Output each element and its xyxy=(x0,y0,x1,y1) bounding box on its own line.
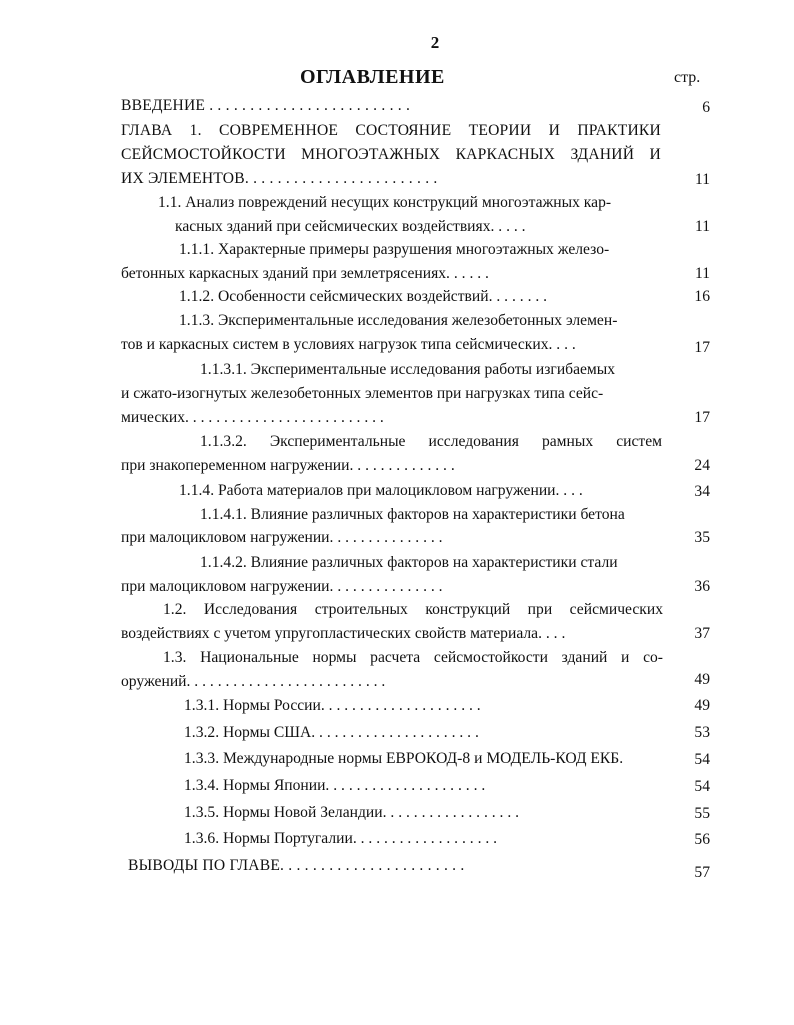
toc-entry-introduction: ВВЕДЕНИЕ . . . . . . . . . . . . . . . . . . . . . . . . . xyxy=(121,97,411,114)
toc-page-1-1-2: 16 xyxy=(694,288,710,305)
toc-entry-1-3-3: 1.3.3. Международные нормы ЕВРОКОД-8 и МОДЕЛЬ-КОД ЕКБ. xyxy=(184,750,624,767)
toc-page-chapter1: 11 xyxy=(694,171,710,188)
toc-entry-1-1-line1: 1.1. Анализ повреждений несущих конструкций многоэтажных кар- xyxy=(158,194,612,211)
toc-entry-chapter1-line3: ИХ ЭЛЕМЕНТОВ. . . . . . . . . . . . . . . . . . . . . . . . xyxy=(121,170,438,187)
page-column-label: стр. xyxy=(674,69,701,86)
toc-page-1-1-3-2: 24 xyxy=(694,457,710,474)
page-number: 2 xyxy=(430,33,440,52)
toc-entry-1-1-line2: касных зданий при сейсмических воздействиях. . . . . xyxy=(175,218,526,235)
toc-entry-chapter1-line1: ГЛАВА 1. СОВРЕМЕННОЕ СОСТОЯНИЕ ТЕОРИИ И ПРАКТИКИ xyxy=(121,122,661,139)
toc-entry-1-1-4-2-line2: при малоцикловом нагружении. . . . . . . . . . . . . . . xyxy=(121,578,443,595)
toc-page-1-1-4-1: 35 xyxy=(694,529,710,546)
toc-page-1-3-3: 54 xyxy=(694,751,710,768)
toc-entry-1-3-1: 1.3.1. Нормы России. . . . . . . . . . . . . . . . . . . . . xyxy=(184,697,481,714)
toc-entry-1-1-1-line2: бетонных каркасных зданий при землетрясениях. . . . . . xyxy=(121,265,489,282)
toc-page-1-1: 11 xyxy=(694,218,710,235)
toc-entry-1-1-1-line1: 1.1.1. Характерные примеры разрушения многоэтажных железо- xyxy=(179,241,610,258)
toc-entry-1-1-3-line1: 1.1.3. Экспериментальные исследования железобетонных элемен- xyxy=(179,312,618,329)
toc-page-1-1-4-2: 36 xyxy=(694,578,710,595)
toc-page-1-2: 37 xyxy=(694,625,710,642)
toc-entry-1-1-4-1-line2: при малоцикловом нагружении. . . . . . . . . . . . . . . xyxy=(121,529,443,546)
page-title: ОГЛАВЛЕНИЕ xyxy=(300,66,445,88)
toc-entry-1-3-5: 1.3.5. Нормы Новой Зеландии. . . . . . . . . . . . . . . . . . xyxy=(184,804,520,821)
toc-page-1-1-3: 17 xyxy=(694,339,710,356)
toc-entry-1-1-3-2-line2: при знакопеременном нагружении. . . . . . . . . . . . . . xyxy=(121,457,455,474)
toc-page-1-3: 49 xyxy=(694,671,710,688)
toc-entry-1-3-4: 1.3.4. Нормы Японии. . . . . . . . . . . . . . . . . . . . . xyxy=(184,777,486,794)
toc-entry-1-1-4-2-line1: 1.1.4.2. Влияние различных факторов на характеристики стали xyxy=(200,554,618,571)
toc-entry-1-3-line1: 1.3. Национальные нормы расчета сейсмостойкости зданий и со- xyxy=(163,649,663,666)
toc-entry-1-3-line2: оружений. . . . . . . . . . . . . . . . . . . . . . . . . . xyxy=(121,673,386,690)
toc-entry-1-1-2: 1.1.2. Особенности сейсмических воздействий. . . . . . . . xyxy=(179,288,548,305)
toc-entry-1-1-4: 1.1.4. Работа материалов при малоцикловом нагружении. . . . xyxy=(179,482,583,499)
toc-page-1-3-2: 53 xyxy=(694,724,710,741)
toc-entry-1-2-line2: воздействиях с учетом упругопластических свойств материала. . . . xyxy=(121,625,566,642)
toc-entry-1-1-3-1-line1: 1.1.3.1. Экспериментальные исследования работы изгибаемых xyxy=(200,361,616,378)
toc-page-introduction: 6 xyxy=(702,99,710,116)
toc-page-1-3-4: 54 xyxy=(694,778,710,795)
toc-page-1-1-4: 34 xyxy=(694,483,710,500)
toc-entry-1-1-3-line2: тов и каркасных систем в условиях нагрузок типа сейсмических. . . . xyxy=(121,336,576,353)
toc-page-1-3-6: 56 xyxy=(694,831,710,848)
toc-entry-1-1-4-1-line1: 1.1.4.1. Влияние различных факторов на характеристики бетона xyxy=(200,506,625,523)
toc-entry-1-2-line1: 1.2. Исследования строительных конструкций при сейсмических xyxy=(163,601,663,618)
toc-entry-1-1-3-2-line1: 1.1.3.2. Экспериментальные исследования рамных систем xyxy=(200,433,662,450)
toc-entry-conclusions: ВЫВОДЫ ПО ГЛАВЕ. . . . . . . . . . . . . . . . . . . . . . . xyxy=(128,857,465,874)
toc-page-1-3-5: 55 xyxy=(694,805,710,822)
toc-page-conclusions: 57 xyxy=(694,864,710,881)
toc-entry-1-1-3-1-line3: мических. . . . . . . . . . . . . . . . . . . . . . . . . . xyxy=(121,409,384,426)
toc-page-1-3-1: 49 xyxy=(694,697,710,714)
toc-entry-1-3-2: 1.3.2. Нормы США. . . . . . . . . . . . . . . . . . . . . . xyxy=(184,724,479,741)
toc-entry-1-3-6: 1.3.6. Нормы Португалии. . . . . . . . . . . . . . . . . . . xyxy=(184,830,498,847)
toc-entry-1-1-3-1-line2: и сжато-изогнутых железобетонных элементов при нагрузках типа сейс- xyxy=(121,385,604,402)
toc-page-1-1-1: 11 xyxy=(694,265,710,282)
toc-entry-chapter1-line2: СЕЙСМОСТОЙКОСТИ МНОГОЭТАЖНЫХ КАРКАСНЫХ ЗДАНИЙ И xyxy=(121,146,661,163)
toc-page-1-1-3-1: 17 xyxy=(694,409,710,426)
